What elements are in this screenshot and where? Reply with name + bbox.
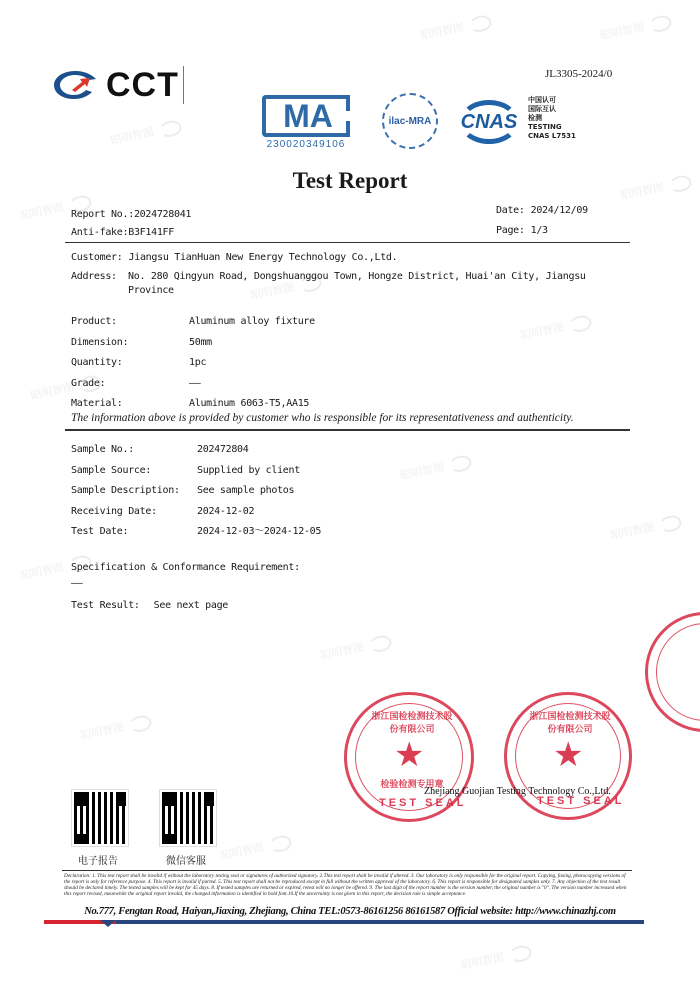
customer-row — [71, 252, 397, 263]
stamp-inner-ring — [656, 623, 700, 721]
field-label: Test Date: — [71, 526, 129, 537]
cma-mark: MA — [262, 95, 350, 137]
sample-no-row — [71, 440, 321, 461]
divider — [65, 242, 630, 243]
cct-logo — [52, 60, 202, 110]
test-seal-stamp — [504, 692, 632, 820]
sample-info — [71, 440, 321, 543]
address-line: Province — [128, 285, 174, 296]
field-value: Supplied by client — [197, 464, 300, 476]
field-label: Sample No.: — [71, 444, 134, 455]
customer-value: Jiangsu TianHuan New Energy Technology Co.,Ltd. — [128, 252, 398, 263]
cnas-accreditation-info — [528, 96, 576, 141]
anti-fake-code — [71, 227, 174, 238]
cnas-logo — [453, 100, 525, 144]
star-icon: ★ — [394, 737, 425, 774]
page-label: Page: — [496, 225, 525, 236]
footer-notch-icon — [100, 920, 116, 927]
anti-fake-label: Anti-fake: — [71, 227, 129, 238]
test-result-value: See next page — [153, 600, 229, 611]
watermark: 昭明智图 — [19, 193, 93, 225]
field-value: —— — [189, 377, 201, 389]
address-label: Address: — [71, 271, 117, 282]
anti-fake-value: B3F141FF — [128, 227, 174, 238]
stamp-bottom-text: TEST SEAL — [537, 795, 625, 807]
watermark: 昭明智图 — [29, 373, 103, 405]
watermark: 昭明智图 — [109, 118, 183, 150]
qr-caption: 电子报告 — [78, 856, 118, 867]
watermark: 昭明智图 — [599, 13, 673, 45]
field-value: Aluminum 6063-T5,AA15 — [189, 398, 310, 409]
test-seal-stamp — [344, 692, 474, 822]
page-value: 1/3 — [530, 225, 548, 236]
test-result-row — [71, 600, 228, 611]
quantity-row — [71, 353, 315, 374]
document-code: JL3305-2024/0 — [545, 68, 613, 80]
cma-number: 230020349106 — [266, 139, 346, 150]
watermark: 昭明智图 — [79, 713, 153, 745]
company-signature: Zhejiang Guojian Testing Technology Co.,Ltd. — [424, 786, 611, 797]
watermark: 昭明智图 — [459, 943, 533, 975]
field-value: 2024-12-03～2024-12-05 — [197, 526, 322, 537]
footer-contact: No.777, Fengtan Road, Haiyan,Jiaxing, Zhejiang, China TEL:0573-86161256 86161587 Official website: http://www.chinazhj.com — [84, 906, 616, 917]
stamp-arc-text: 浙江国检检测技术股份有限公司 — [529, 711, 611, 734]
ilac-label: ilac-MRA — [388, 115, 432, 127]
brand-name: CCT — [106, 65, 179, 104]
report-number — [71, 209, 191, 220]
watermark: 昭明智图 — [519, 313, 593, 345]
ilac-mra-logo — [382, 93, 438, 149]
watermark: 昭明智图 — [399, 453, 473, 485]
watermark: 昭明智图 — [619, 173, 693, 205]
product-info — [71, 312, 315, 415]
report-number-value: 2024728041 — [133, 209, 192, 220]
test-seal-stamp-partial — [645, 612, 700, 732]
field-label: Product: — [71, 316, 117, 327]
field-label: Material: — [71, 398, 123, 409]
qr-caption: 微信客服 — [166, 856, 206, 867]
stamp-sub-text: 检验检测专用章 — [380, 779, 444, 789]
cnas-info-line: TESTING — [528, 123, 562, 131]
watermark: 昭明智图 — [419, 13, 493, 45]
field-label: Grade: — [71, 377, 106, 389]
test-date-row — [71, 522, 321, 543]
date-label: Date: — [496, 205, 525, 216]
cnas-info-line: 中国认可 — [528, 96, 556, 104]
star-icon: ★ — [553, 737, 584, 774]
cnas-info-line: 检测 — [528, 114, 542, 122]
receiving-date-row — [71, 502, 321, 523]
watermark: 昭明智图 — [19, 553, 93, 585]
field-value: See sample photos — [197, 485, 295, 496]
field-label: Receiving Date: — [71, 505, 157, 517]
stamp-bottom-text: TEST SEAL — [379, 797, 467, 809]
address-line: No. 280 Qingyun Road, Dongshuanggou Town, Hongze District, Huai'an City, Jiangsu — [128, 271, 586, 282]
field-value: 2024-12-02 — [197, 505, 255, 517]
cma-logo — [262, 95, 350, 151]
date-value: 2024/12/09 — [530, 205, 588, 216]
qr-code-wechat-service[interactable] — [160, 790, 216, 846]
cct-swoosh-icon — [52, 68, 98, 102]
cnas-info-line: 国际互认 — [528, 105, 556, 113]
divider — [65, 429, 630, 431]
customer-label: Customer: — [71, 252, 123, 263]
watermark: 昭明智图 — [249, 273, 323, 305]
watermark: 昭明智图 — [609, 513, 683, 545]
field-label: Dimension: — [71, 336, 129, 348]
field-value: 1pc — [189, 357, 207, 368]
footer-bar — [44, 920, 644, 924]
field-value: 50mm — [189, 336, 212, 348]
declaration-text: Declaration: 1. This test report shall be invalid if without the laboratory testing seal or signatures of authorized signatory. 2.This test report shall be invalid if altered. 3. Our laboratory is only responsible for the original report. Copying, faxing, photocopying versions of the report is only for reference purpose. 4. This report is invalid if parted. 5. This test report shall not be reproduced except in full without the written approval of the laboratory. 6. This report is responsible for designated samples only. 7. Any objection of the test result should be declared timely. The tested samples will be kept for 45 days. 8. If tested samples are returned or expired, retest will no longer be offered. 9. The last digit of the report number is the version number, the original number is "0". The version number increased when this report revised, meanwhile the original report invalid, the changed information is identified in bold font.10.If the uncertainty is not given in this report, the decision rule is simple acceptance. — [64, 873, 627, 897]
grade-row — [71, 374, 315, 395]
customer-disclaimer: The information above is provided by customer who is responsible for its representativeness and authenticity. — [71, 412, 574, 424]
specification-label: Specification & Conformance Requirement: — [71, 562, 300, 573]
specification-value: —— — [71, 578, 83, 589]
watermark: 昭明智图 — [219, 833, 293, 865]
divider — [62, 870, 632, 871]
field-label: Quantity: — [71, 357, 123, 368]
dimension-row — [71, 333, 315, 354]
report-date — [496, 205, 588, 216]
field-label: Sample Description: — [71, 485, 180, 496]
page-indicator — [496, 225, 548, 236]
stamp-arc-text: 浙江国检检测技术股份有限公司 — [371, 711, 453, 734]
divider — [183, 66, 184, 104]
qr-code-electronic-report[interactable] — [72, 790, 128, 846]
watermark: 昭明智图 — [319, 633, 393, 665]
cnas-info-line: CNAS L7531 — [528, 132, 576, 140]
field-value: 202472804 — [197, 444, 249, 455]
field-value: Aluminum alloy fixture — [189, 316, 315, 327]
field-label: Sample Source: — [71, 464, 152, 476]
address-row — [71, 271, 586, 296]
page-title: Test Report — [292, 168, 408, 193]
test-result-label: Test Result: — [71, 600, 140, 611]
cnas-label: CNAS — [460, 110, 518, 133]
sample-description-row — [71, 481, 321, 502]
report-number-label: Report No.: — [71, 209, 134, 220]
product-row — [71, 312, 315, 333]
sample-source-row — [71, 461, 321, 482]
